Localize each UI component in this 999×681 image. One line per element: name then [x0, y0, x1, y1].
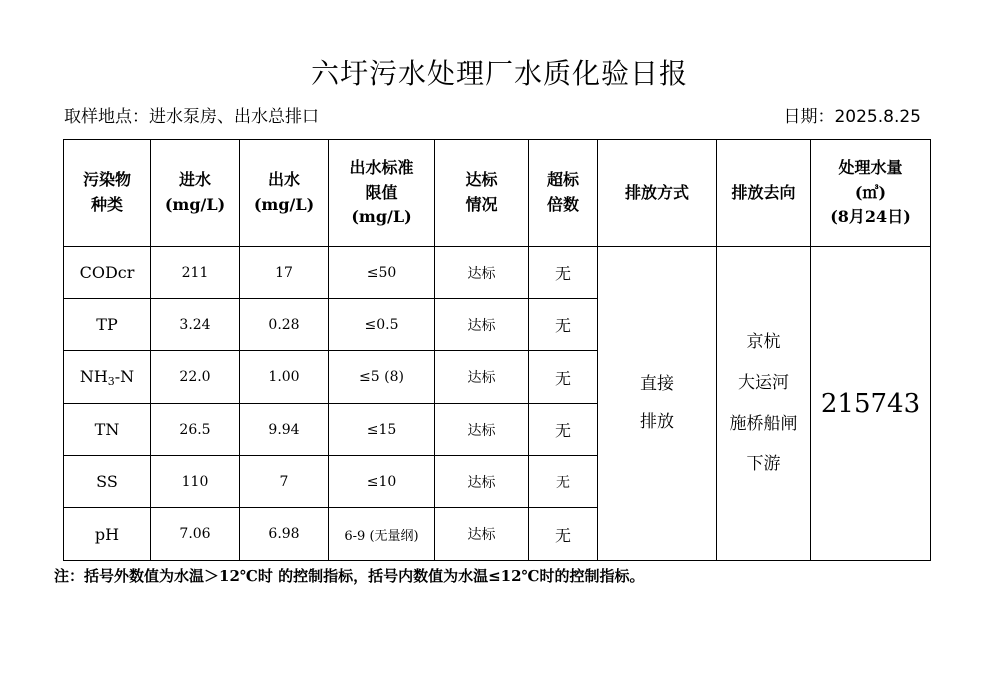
- standard-limit: ≤5 (8): [329, 351, 435, 404]
- influent-value: 3.24: [151, 299, 240, 351]
- pollutant-name: SS: [64, 456, 151, 508]
- header-discharge-method: 排放方式: [598, 140, 717, 247]
- exceed-multiple: 无: [529, 247, 598, 299]
- pollutant-name: TN: [64, 404, 151, 456]
- standard-limit: ≤50: [329, 247, 435, 299]
- pollutant-name: pH: [64, 508, 151, 561]
- effluent-value: 6.98: [240, 508, 329, 561]
- effluent-value: 0.28: [240, 299, 329, 351]
- footnote: 注：括号外数值为水温＞12℃时 的控制指标，括号内数值为水温≤12℃时的控制指标。: [54, 567, 645, 585]
- exceed-multiple: 无: [529, 404, 598, 456]
- pollutant-name: TP: [64, 299, 151, 351]
- effluent-value: 7: [240, 456, 329, 508]
- header-status: 达标 情况: [435, 140, 529, 247]
- standard-limit: ≤15: [329, 404, 435, 456]
- header-exceed: 超标 倍数: [529, 140, 598, 247]
- exceed-multiple: 无: [529, 299, 598, 351]
- influent-value: 22.0: [151, 351, 240, 404]
- water-quality-table: [63, 139, 931, 561]
- compliance-status: 达标: [435, 247, 529, 299]
- discharge-method: 直接 排放: [598, 247, 717, 561]
- report-date: 日期：2025.8.25: [783, 107, 921, 127]
- standard-limit: ≤10: [329, 456, 435, 508]
- report-title: 六圩污水处理厂水质化验日报: [310, 57, 688, 90]
- table-row: [64, 247, 931, 299]
- standard-limit: 6-9 (无量纲): [329, 508, 435, 561]
- effluent-value: 17: [240, 247, 329, 299]
- compliance-status: 达标: [435, 508, 529, 561]
- header-pollutant: 污染物 种类: [64, 140, 151, 247]
- effluent-value: 9.94: [240, 404, 329, 456]
- pollutant-name: $NH_3-N$: [64, 351, 151, 404]
- effluent-value: 1.00: [240, 351, 329, 404]
- header-standard: 出水标准 限值 (mg/L): [329, 140, 435, 247]
- header-influent: 进水 (mg/L): [151, 140, 240, 247]
- header-volume: 处理水量 (㎥) (8月24日): [811, 140, 931, 247]
- discharge-direction: 京杭 大运河 施桥船闸 下游: [717, 247, 811, 561]
- compliance-status: 达标: [435, 299, 529, 351]
- compliance-status: 达标: [435, 351, 529, 404]
- header-row: [64, 140, 931, 247]
- treated-volume: 215743: [811, 247, 931, 561]
- exceed-multiple: 无: [529, 456, 598, 508]
- exceed-multiple: 无: [529, 508, 598, 561]
- influent-value: 26.5: [151, 404, 240, 456]
- header-effluent: 出水 (mg/L): [240, 140, 329, 247]
- sampling-location: 取样地点：进水泵房、出水总排口: [64, 107, 319, 127]
- pollutant-name: CODcr: [64, 247, 151, 299]
- influent-value: 110: [151, 456, 240, 508]
- compliance-status: 达标: [435, 456, 529, 508]
- influent-value: 7.06: [151, 508, 240, 561]
- influent-value: 211: [151, 247, 240, 299]
- standard-limit: ≤0.5: [329, 299, 435, 351]
- compliance-status: 达标: [435, 404, 529, 456]
- exceed-multiple: 无: [529, 351, 598, 404]
- header-discharge-direction: 排放去向: [717, 140, 811, 247]
